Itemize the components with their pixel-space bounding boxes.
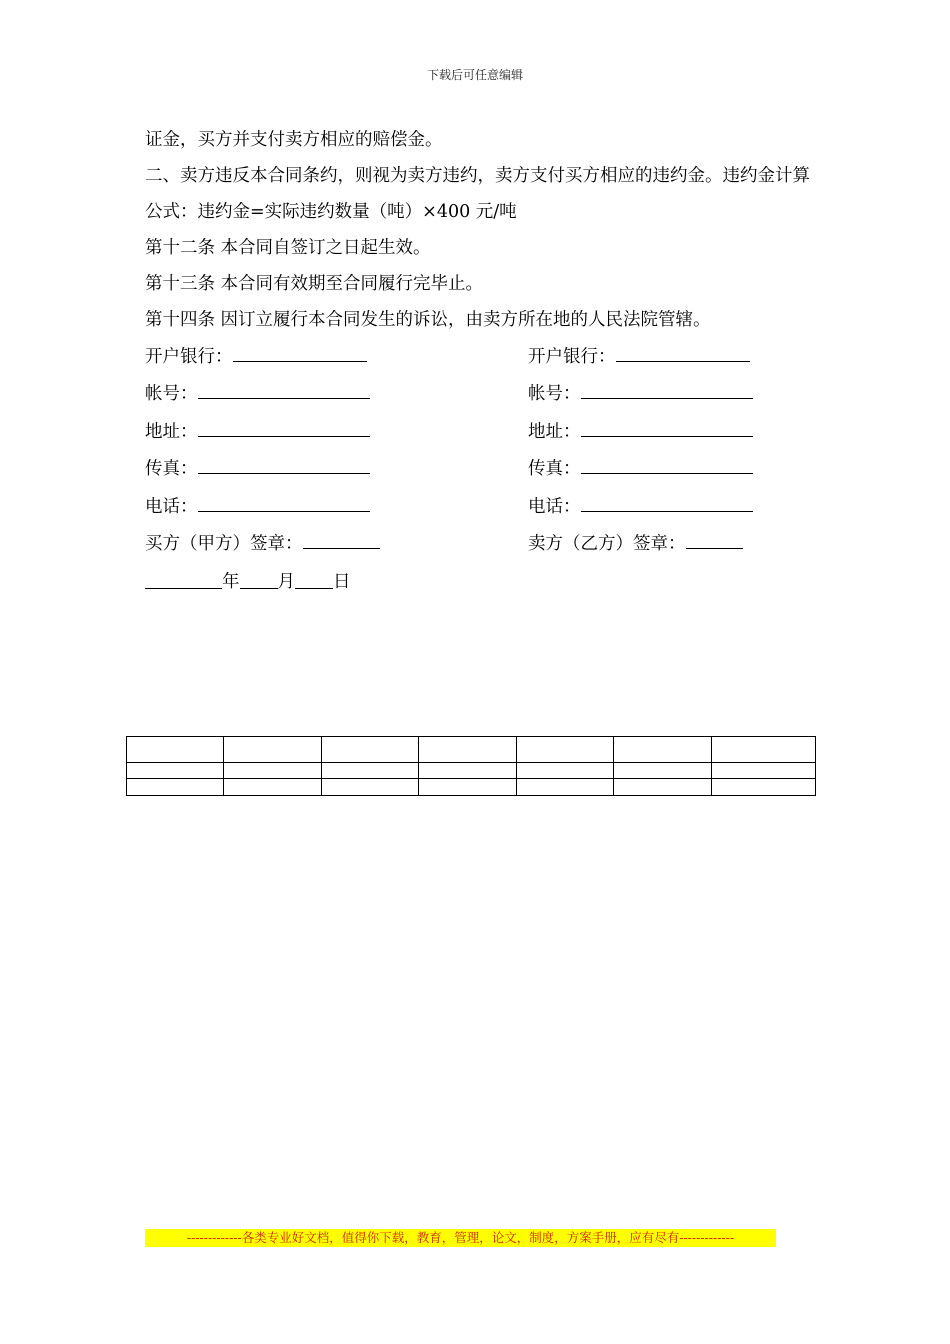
seller-bank-label: 开户银行：: [528, 346, 616, 367]
table-cell: [322, 737, 419, 763]
buyer-fax-label: 传真：: [145, 459, 198, 480]
seller-fax-label: 传真：: [528, 459, 581, 480]
seller-signature-label: 卖方（乙方）签章：: [528, 534, 686, 555]
buyer-address-blank: [198, 422, 370, 437]
seller-fax-blank: [581, 459, 753, 474]
field-row-signature: [145, 526, 825, 564]
seller-account-label: 帐号：: [528, 384, 581, 405]
table-cell: [322, 763, 419, 779]
buyer-signature-label: 买方（甲方）签章：: [145, 534, 303, 555]
field-row-bank: [145, 338, 825, 376]
table-cell: [224, 779, 322, 796]
paragraph-article-14: 第十四条 因订立履行本合同发生的诉讼，由卖方所在地的人民法院管辖。: [145, 310, 711, 330]
table-cell: [127, 779, 224, 796]
year-blank: [145, 574, 222, 589]
table-cell: [614, 763, 712, 779]
seller-phone-label: 电话：: [528, 496, 581, 517]
seller-address-label: 地址：: [528, 421, 581, 442]
table-cell: [419, 763, 517, 779]
seller-account-blank: [581, 384, 753, 399]
contract-body: [145, 122, 825, 600]
buyer-signature-blank: [303, 534, 380, 549]
buyer-phone-blank: [198, 497, 370, 512]
table-cell: [517, 779, 614, 796]
table-cell: [419, 779, 517, 796]
footer-banner: -------------各类专业好文档，值得你下载，教育，管理，论文，制度，方案手册，应有尽有-------------: [145, 1229, 776, 1247]
table-cell: [712, 763, 816, 779]
paragraph-article-13: 第十三条 本合同有效期至合同履行完毕止。: [145, 274, 484, 294]
buyer-address-label: 地址：: [145, 421, 198, 442]
table-row: [127, 737, 816, 763]
table-cell: [224, 737, 322, 763]
table-cell: [419, 737, 517, 763]
day-label: 日: [333, 571, 351, 592]
date-line: [145, 563, 825, 600]
field-row-phone: [145, 488, 825, 526]
field-row-address: [145, 413, 825, 451]
paragraph-deposit: 证金，买方并支付卖方相应的赔偿金。: [145, 130, 443, 150]
day-blank: [295, 574, 333, 589]
table-cell: [614, 779, 712, 796]
paragraph-article-12: 第十二条 本合同自签订之日起生效。: [145, 238, 431, 258]
seller-phone-blank: [581, 497, 753, 512]
buyer-account-blank: [198, 384, 370, 399]
seller-signature-blank: [686, 534, 743, 549]
page-header-note: 下载后可任意编辑: [426, 68, 523, 82]
seller-address-blank: [581, 422, 753, 437]
table-row: [127, 779, 816, 796]
month-label: 月: [277, 571, 295, 592]
table-cell: [712, 779, 816, 796]
year-label: 年: [222, 571, 240, 592]
table-cell: [517, 763, 614, 779]
field-row-fax: [145, 451, 825, 489]
table-cell: [614, 737, 712, 763]
table-cell: [322, 779, 419, 796]
buyer-fax-blank: [198, 459, 370, 474]
table-cell: [517, 737, 614, 763]
buyer-account-label: 帐号：: [145, 384, 198, 405]
month-blank: [240, 574, 278, 589]
seller-bank-blank: [616, 347, 750, 362]
buyer-bank-label: 开户银行：: [145, 346, 233, 367]
buyer-phone-label: 电话：: [145, 496, 198, 517]
empty-table: [126, 736, 816, 796]
table-cell: [127, 763, 224, 779]
table-cell: [712, 737, 816, 763]
paragraph-seller-breach: 二、卖方违反本合同条约，则视为卖方违约，卖方支付买方相应的违约金。违约金计算公式：违约金=实际违约数量（吨）×400 元/吨: [145, 166, 810, 222]
table-row: [127, 763, 816, 779]
field-row-account: [145, 376, 825, 414]
table-cell: [224, 763, 322, 779]
buyer-bank-blank: [233, 347, 367, 362]
table-cell: [127, 737, 224, 763]
